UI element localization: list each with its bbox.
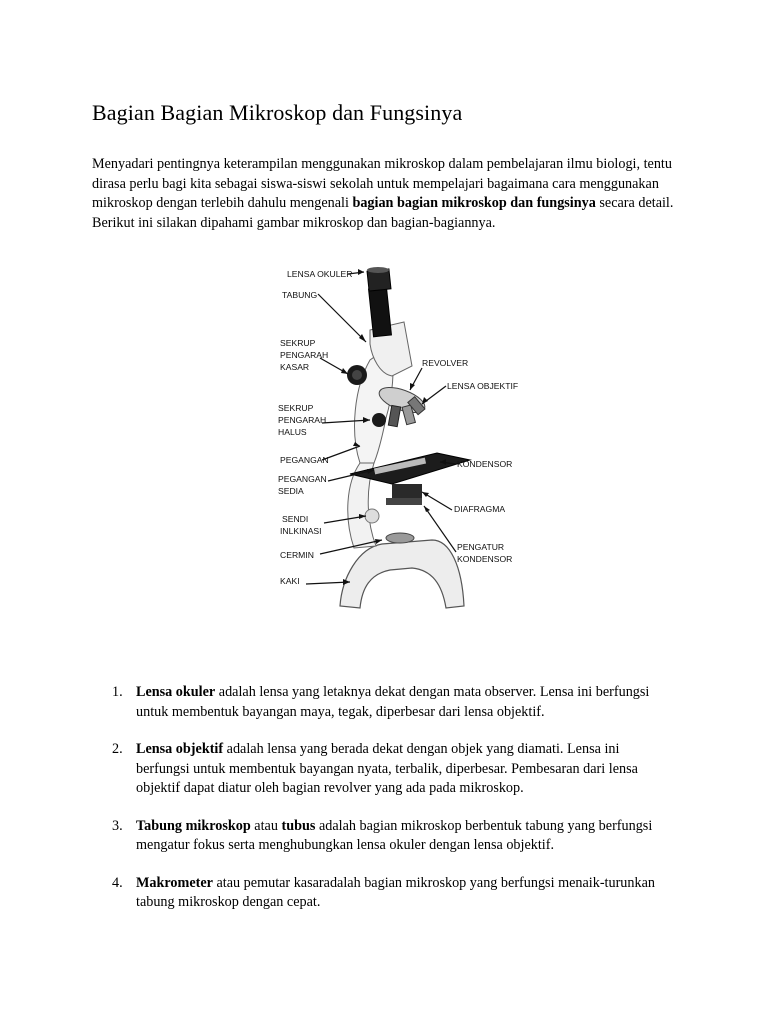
list-item <box>112 874 672 913</box>
list-item <box>112 683 672 722</box>
list-number: 2. <box>112 741 123 757</box>
condenser <box>392 484 422 500</box>
label-sekrup-kasar-2: PENGARAH <box>280 350 329 360</box>
label-sekrup-halus-1: SEKRUP <box>278 403 314 413</box>
list-term: Makrometer <box>136 874 213 891</box>
fine-knob <box>372 413 386 427</box>
label-pengatur-1: PENGATUR <box>457 542 505 552</box>
label-sekrup-halus-2: PENGARAH <box>278 415 327 425</box>
label-sekrup-kasar-1: SEKRUP <box>280 338 316 348</box>
intro-bold-text: bagian bagian mikroskop dan fungsinya <box>352 195 596 212</box>
list-description: atau pemutar kasaradalah bagian mikroskop yang berfungsi menaik-turunkan tabung mikroskop dengan cepat. <box>136 874 655 910</box>
list-number: 1. <box>112 684 123 700</box>
intro-text-1: Menyadari pentingnya keterampilan menggunakan mikroskop dalam pembelajaran ilmu biologi, tentu dirasa perlu bagi kita sebagai siswa-siswi sekolah untuk mempelajari bagaimana cara menggunakan mikroskop dengan terlebih dahulu mengenali <box>92 156 672 212</box>
label-cermin: CERMIN <box>280 550 314 560</box>
label-kondensor: KONDENSOR <box>457 459 513 469</box>
label-tabung: TABUNG <box>282 290 318 300</box>
list-term: Tabung mikroskop <box>136 817 251 834</box>
label-pegangan: PEGANGAN <box>280 455 329 465</box>
eyepiece-rim <box>367 267 389 273</box>
parts-list <box>112 683 672 931</box>
list-item <box>112 740 672 799</box>
list-connector: atau <box>250 817 282 834</box>
list-term-2: tubus <box>281 817 316 834</box>
article-title: Bagian Bagian Mikroskop dan Fungsinya <box>92 100 463 125</box>
mirror <box>386 533 414 543</box>
label-sekrup-halus-3: HALUS <box>278 427 307 437</box>
label-pengatur-2: KONDENSOR <box>457 554 513 564</box>
label-pegangan-sedia-2: SEDIA <box>278 486 304 496</box>
list-description: adalah lensa yang letaknya dekat dengan mata observer. Lensa ini berfungsi untuk membentuk bayangan maya, tegak, diperbesar dari lensa objektif. <box>136 684 650 720</box>
diaphragm <box>386 498 422 505</box>
label-revolver: REVOLVER <box>422 358 469 368</box>
list-item <box>112 817 672 856</box>
list-description: adalah bagian mikroskop berbentuk tabung yang berfungsi mengatur fokus serta menghubungkan lensa okuler dengan lensa objektif. <box>136 817 653 853</box>
list-term: Lensa okuler <box>136 684 216 700</box>
label-pegangan-sedia-1: PEGANGAN <box>278 474 327 484</box>
microscope-base <box>340 540 464 608</box>
intro-paragraph <box>92 155 682 233</box>
microscope-illustration <box>262 248 519 633</box>
list-number: 3. <box>112 817 123 834</box>
microscope-diagram <box>262 248 519 633</box>
label-sekrup-kasar-3: KASAR <box>280 362 310 372</box>
intro-text-2: secara detail. Berikut ini silakan dipahami gambar mikroskop dan bagian-bagiannya. <box>92 195 674 231</box>
objective-lens-1 <box>388 405 400 426</box>
label-kaki: KAKI <box>280 576 300 586</box>
label-lensa-objektif: LENSA OBJEKTIF <box>447 381 519 391</box>
list-term: Lensa objektif <box>136 741 224 757</box>
list-number: 4. <box>112 874 123 891</box>
label-sendi-1: SENDI <box>282 514 309 524</box>
label-lensa-okuler: LENSA OKULER <box>287 269 353 279</box>
inclination-joint <box>365 509 379 523</box>
label-diafragma: DIAFRAGMA <box>454 504 506 514</box>
list-description: adalah lensa yang berada dekat dengan objek yang diamati. Lensa ini berfungsi untuk membentuk bayangan nyata, terbalik, diperbesar. Pembesaran dari lensa objektif dapat diatur oleh bagian revolver yang ada pada mikroskop. <box>136 741 638 796</box>
label-sendi-2: INLKINASI <box>280 526 322 536</box>
